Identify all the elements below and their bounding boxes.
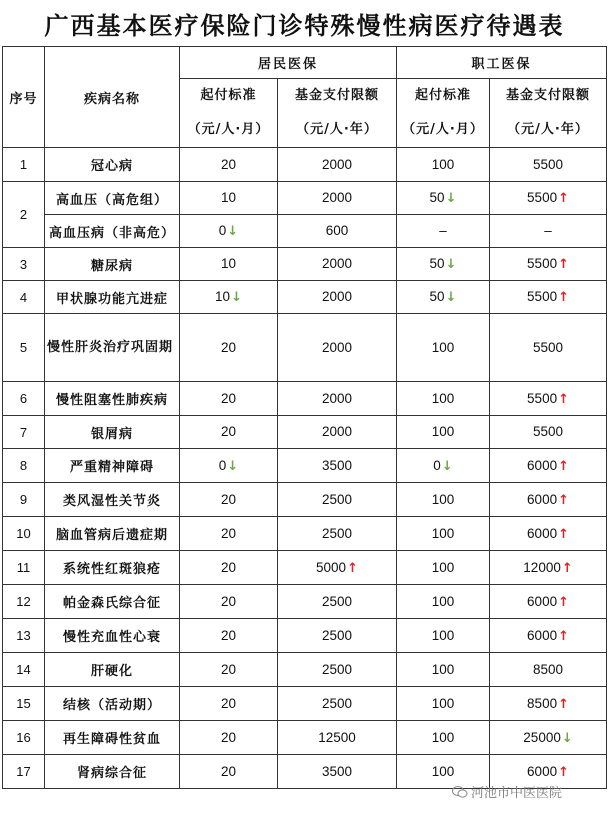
r-start-cell (180, 314, 278, 382)
arrow-down-icon: ↓ (231, 290, 242, 305)
e-start-cell (397, 182, 490, 215)
r-start-cell (180, 449, 278, 483)
value: 100 (431, 491, 455, 507)
seq-cell: 8 (3, 449, 45, 483)
r-limit-cell (278, 281, 397, 314)
value: 20 (220, 339, 237, 355)
arrow-up-icon: ↑ (558, 696, 569, 712)
wechat-icon (452, 785, 468, 799)
table-row (3, 382, 607, 416)
value: 100 (431, 156, 455, 172)
seq-cell: 16 (3, 721, 45, 755)
r-start-cell (180, 416, 278, 449)
r-limit-cell (278, 687, 397, 721)
value: 0 (218, 223, 227, 238)
r-limit-cell (278, 619, 397, 653)
r-limit-cell (278, 585, 397, 619)
header-resident-limit (278, 79, 397, 148)
value: 6000 (527, 525, 558, 541)
e-limit-cell (490, 281, 607, 314)
disease-name-cell: 类风湿性关节炎 (45, 483, 180, 517)
e-limit-cell (490, 619, 607, 653)
r-start-cell (180, 551, 278, 585)
e-start-cell (397, 653, 490, 687)
header-start-label: 起付标准 (200, 88, 257, 103)
arrow-up-icon: ↑ (558, 191, 569, 206)
value: 2000 (321, 390, 353, 406)
e-limit-cell (490, 248, 607, 281)
header-limit-label: 基金支付限额 (295, 88, 380, 103)
e-limit-cell (490, 687, 607, 721)
value: 20 (220, 729, 237, 745)
value: 100 (431, 559, 455, 575)
value: 100 (431, 339, 455, 355)
table-row (3, 483, 607, 517)
r-limit-cell (278, 653, 397, 687)
value: 100 (431, 424, 455, 439)
value: 20 (220, 424, 237, 439)
value: 10 (215, 289, 231, 304)
value: 20 (220, 593, 237, 609)
header-disease: 疾病名称 (45, 47, 180, 148)
e-start-cell (397, 687, 490, 721)
e-start-cell (397, 517, 490, 551)
e-start-cell (397, 314, 490, 382)
r-start-cell (180, 755, 278, 789)
header-start-unit: （元/人·月） (402, 122, 484, 137)
table-row (3, 182, 607, 215)
arrow-up-icon: ↑ (558, 628, 569, 644)
r-limit-cell (278, 182, 397, 215)
e-start-cell (397, 721, 490, 755)
e-limit-cell (490, 483, 607, 517)
value: 20 (220, 156, 237, 172)
disease-name-cell: 帕金森氏综合征 (45, 585, 180, 619)
value: 10 (220, 190, 237, 205)
r-limit-cell (278, 382, 397, 416)
value: 20 (220, 695, 237, 711)
value: 50 (429, 190, 445, 205)
value: 100 (431, 763, 455, 779)
value: 3500 (321, 457, 353, 473)
e-limit-cell (490, 314, 607, 382)
value: 20 (220, 390, 237, 406)
disease-name-cell: 慢性充血性心衰 (45, 619, 180, 653)
disease-name-cell: 系统性红斑狼疮 (45, 551, 180, 585)
r-limit-cell (278, 449, 397, 483)
arrow-down-icon: ↓ (561, 730, 573, 746)
e-limit-cell (490, 215, 607, 248)
value: 100 (431, 525, 455, 541)
header-start-label: 起付标准 (415, 88, 472, 103)
header-resident: 居民医保 (180, 47, 397, 79)
arrow-down-icon: ↓ (227, 458, 239, 474)
r-start-cell (180, 215, 278, 248)
disease-name-cell: 结核（活动期） (45, 687, 180, 721)
value: 100 (431, 390, 455, 406)
table-row (3, 517, 607, 551)
value: 2500 (321, 525, 353, 541)
value: – (439, 223, 447, 238)
r-start-cell (180, 382, 278, 416)
value: 6000 (527, 491, 558, 507)
r-limit-cell (278, 314, 397, 382)
value: 100 (431, 695, 455, 711)
disease-name-cell: 严重精神障碍 (45, 449, 180, 483)
table-row (3, 653, 607, 687)
arrow-up-icon: ↑ (558, 594, 569, 610)
value: 50 (429, 289, 445, 304)
value: 2500 (321, 627, 353, 643)
seq-cell: 12 (3, 585, 45, 619)
value: 6000 (527, 627, 558, 643)
arrow-up-icon: ↑ (558, 526, 569, 542)
e-limit-cell (490, 721, 607, 755)
table-row (3, 314, 607, 382)
value: 20 (220, 661, 237, 677)
r-limit-cell (278, 248, 397, 281)
value: 2500 (321, 695, 353, 711)
r-start-cell (180, 721, 278, 755)
r-limit-cell (278, 721, 397, 755)
value: 2000 (321, 156, 353, 172)
arrow-down-icon: ↓ (227, 224, 239, 239)
table-row (3, 551, 607, 585)
r-start-cell (180, 687, 278, 721)
e-limit-cell (490, 148, 607, 182)
seq-cell: 7 (3, 416, 45, 449)
e-limit-cell (490, 517, 607, 551)
value: 100 (431, 593, 455, 609)
value: 6000 (527, 763, 558, 779)
e-start-cell (397, 148, 490, 182)
disease-name-cell: 甲状腺功能亢进症 (45, 281, 180, 314)
value: 5500 (527, 390, 558, 406)
value: 5500 (533, 339, 564, 355)
value: 5500 (527, 190, 558, 205)
disease-name-cell: 高血压（高危组） (45, 182, 180, 215)
seq-cell: 9 (3, 483, 45, 517)
value: 8500 (533, 661, 564, 677)
table-row (3, 687, 607, 721)
value: – (544, 223, 552, 238)
seq-cell: 6 (3, 382, 45, 416)
seq-cell: 13 (3, 619, 45, 653)
r-start-cell (180, 281, 278, 314)
value: 5500 (533, 424, 564, 439)
e-start-cell (397, 215, 490, 248)
page-title: 广西基本医疗保险门诊特殊慢性病医疗待遇表 (44, 10, 565, 40)
table-row (3, 248, 607, 281)
seq-cell: 1 (3, 148, 45, 182)
r-limit-cell (278, 551, 397, 585)
watermark-text: 河池市中医医院 (471, 786, 563, 801)
table-row (3, 215, 607, 248)
arrow-down-icon: ↓ (445, 257, 457, 272)
seq-cell: 14 (3, 653, 45, 687)
disease-name-cell: 脑血管病后遗症期 (45, 517, 180, 551)
arrow-up-icon: ↑ (558, 257, 569, 272)
disease-name-cell: 再生障碍性贫血 (45, 721, 180, 755)
seq-cell: 15 (3, 687, 45, 721)
value: 100 (431, 729, 455, 745)
header-employee-start (397, 79, 490, 148)
header-limit-label: 基金支付限额 (506, 88, 591, 103)
value: 5000 (316, 559, 347, 575)
table-row (3, 281, 607, 314)
value: 10 (220, 256, 237, 271)
value: 6000 (527, 593, 558, 609)
r-start-cell (180, 248, 278, 281)
value: 8500 (527, 695, 558, 711)
r-limit-cell (278, 148, 397, 182)
seq-cell: 3 (3, 248, 45, 281)
value: 0 (433, 457, 441, 473)
value: 20 (220, 525, 237, 541)
value: 2500 (321, 593, 353, 609)
arrow-down-icon: ↓ (441, 458, 453, 474)
value: 3500 (321, 763, 353, 779)
seq-cell: 17 (3, 755, 45, 789)
arrow-up-icon: ↑ (558, 290, 569, 305)
e-start-cell (397, 281, 490, 314)
arrow-up-icon: ↑ (558, 391, 569, 407)
value: 20 (220, 559, 237, 575)
arrow-up-icon: ↑ (558, 458, 569, 474)
arrow-up-icon: ↑ (561, 560, 573, 576)
e-limit-cell (490, 382, 607, 416)
e-start-cell (397, 551, 490, 585)
value: 5500 (527, 289, 558, 304)
treatment-table (2, 46, 607, 789)
value: 0 (218, 457, 227, 473)
seq-cell: 11 (3, 551, 45, 585)
value: 20 (220, 491, 237, 507)
value: 2000 (321, 190, 353, 205)
r-start-cell (180, 148, 278, 182)
e-limit-cell (490, 653, 607, 687)
value: 2000 (321, 424, 353, 439)
e-start-cell (397, 619, 490, 653)
r-start-cell (180, 182, 278, 215)
r-limit-cell (278, 755, 397, 789)
seq-cell: 5 (3, 314, 45, 382)
disease-name-cell: 肝硬化 (45, 653, 180, 687)
value: 100 (431, 661, 455, 677)
header-employee-limit (490, 79, 607, 148)
e-limit-cell (490, 551, 607, 585)
watermark (452, 782, 562, 801)
disease-name-cell: 慢性阻塞性肺疾病 (45, 382, 180, 416)
e-limit-cell (490, 585, 607, 619)
value: 2500 (321, 491, 353, 507)
r-start-cell (180, 483, 278, 517)
e-start-cell (397, 449, 490, 483)
value: 600 (325, 223, 349, 238)
value: 20 (220, 763, 237, 779)
e-start-cell (397, 248, 490, 281)
e-limit-cell (490, 449, 607, 483)
arrow-up-icon: ↑ (558, 764, 569, 780)
r-limit-cell (278, 517, 397, 551)
disease-name-cell: 冠心病 (45, 148, 180, 182)
value: 2000 (321, 256, 353, 271)
header-seq: 序号 (3, 47, 45, 148)
r-start-cell (180, 517, 278, 551)
header-limit-unit: （元/人·年） (296, 122, 378, 137)
value: 2000 (321, 339, 353, 355)
arrow-up-icon: ↑ (347, 560, 358, 576)
value: 2500 (321, 661, 353, 677)
disease-name-cell: 高血压病（非高危） (45, 215, 180, 248)
value: 6000 (527, 457, 558, 473)
table-row (3, 449, 607, 483)
table-row (3, 416, 607, 449)
arrow-down-icon: ↓ (445, 290, 457, 305)
value: 12000 (523, 559, 561, 575)
header-start-unit: （元/人·月） (187, 122, 270, 137)
seq-cell: 4 (3, 281, 45, 314)
value: 25000 (523, 729, 561, 745)
e-limit-cell (490, 182, 607, 215)
e-start-cell (397, 585, 490, 619)
r-start-cell (180, 585, 278, 619)
header-resident-start (180, 79, 278, 148)
table-row (3, 148, 607, 182)
r-limit-cell (278, 483, 397, 517)
seq-cell: 2 (3, 182, 45, 248)
r-start-cell (180, 619, 278, 653)
disease-name-cell: 糖尿病 (45, 248, 180, 281)
r-start-cell (180, 653, 278, 687)
header-row-group (3, 47, 607, 79)
value: 100 (431, 627, 455, 643)
e-limit-cell (490, 416, 607, 449)
table-row (3, 585, 607, 619)
disease-name-cell: 慢性肝炎治疗巩固期 (45, 314, 180, 382)
seq-cell: 10 (3, 517, 45, 551)
e-start-cell (397, 483, 490, 517)
e-start-cell (397, 416, 490, 449)
arrow-up-icon: ↑ (558, 492, 569, 508)
value: 5500 (527, 256, 558, 271)
r-limit-cell (278, 215, 397, 248)
e-start-cell (397, 382, 490, 416)
r-limit-cell (278, 416, 397, 449)
value: 20 (220, 627, 237, 643)
value: 2000 (321, 289, 353, 304)
value: 50 (429, 256, 445, 271)
arrow-down-icon: ↓ (445, 191, 457, 206)
table-row (3, 619, 607, 653)
disease-name-cell: 肾病综合征 (45, 755, 180, 789)
header-limit-unit: （元/人·年） (507, 122, 589, 137)
disease-name-cell: 银屑病 (45, 416, 180, 449)
value: 12500 (318, 729, 356, 745)
value: 5500 (533, 156, 564, 172)
table-row (3, 721, 607, 755)
header-employee: 职工医保 (397, 47, 607, 79)
